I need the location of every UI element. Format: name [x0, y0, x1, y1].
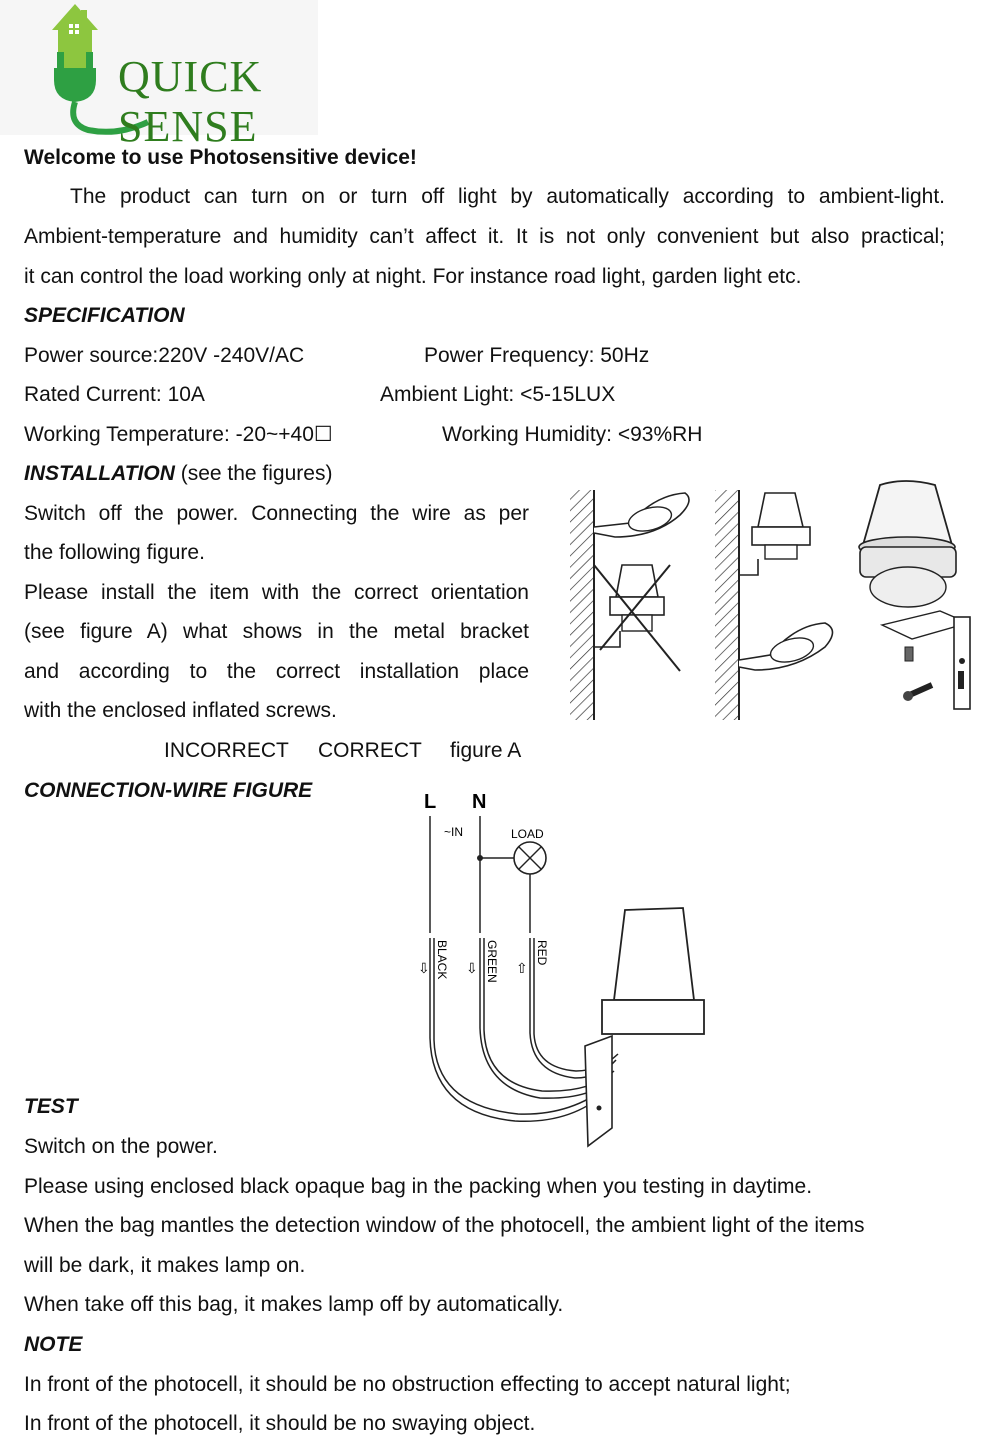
intro-line-1: The product can turn on or turn off light by automatically according to ambient-light.	[70, 185, 945, 208]
wire-label-n: N	[472, 791, 487, 813]
test-line-5: When take off this bag, it makes lamp off by automatically.	[24, 1293, 564, 1316]
test-line-4: will be dark, it makes lamp on.	[24, 1254, 306, 1277]
test-line-2: Please using enclosed black opaque bag in the packing when you testing in daytime.	[24, 1175, 813, 1198]
arrow-down-icon: ⇩	[418, 960, 430, 976]
logo-area	[0, 0, 318, 151]
wire-label-l: L	[424, 791, 437, 813]
installation-figure	[560, 475, 990, 730]
connection-wire-figure	[400, 788, 720, 1153]
wire-label-load: LOAD	[511, 827, 544, 841]
spec-rated-current: Rated Current: 10A	[24, 383, 205, 406]
intro-line-2: Ambient-temperature and humidity can’t affect it. It is not only convenient but also practical;	[24, 225, 945, 248]
specification-heading: SPECIFICATION	[24, 304, 185, 327]
installation-heading: INSTALLATION	[24, 462, 175, 485]
test-line-1: Switch on the power.	[24, 1135, 218, 1158]
brand-name: QUICK SENSE	[118, 52, 263, 151]
installation-line-3: Please install the item with the correct orientation	[24, 581, 529, 604]
caption-incorrect: INCORRECT	[164, 739, 289, 762]
note-line-1: In front of the photocell, it should be no obstruction effecting to accept natural light;	[24, 1373, 791, 1396]
installation-line-2: the following figure.	[24, 541, 205, 564]
photocell-sensor-drawing	[585, 908, 704, 1146]
test-line-3: When the bag mantles the detection window of the photocell, the ambient light of the items	[24, 1214, 865, 1237]
spec-ambient-light: Ambient Light: <5-15LUX	[380, 383, 616, 406]
incorrect-installation-drawing	[570, 490, 689, 720]
spec-working-temperature: Working Temperature: -20~+40☐	[24, 423, 333, 446]
note-line-2: In front of the photocell, it should be no swaying object.	[24, 1412, 536, 1435]
installation-line-4: (see figure A) what shows in the metal bracket	[24, 620, 529, 643]
installation-line-6: with the enclosed inflated screws.	[24, 699, 337, 722]
arrow-down-icon: ⇩	[466, 960, 478, 976]
spec-working-humidity: Working Humidity: <93%RH	[442, 423, 703, 446]
correct-installation-drawing	[715, 490, 833, 720]
installation-heading-row	[24, 462, 332, 486]
wire-label-black: BLACK	[435, 940, 449, 980]
spec-power-frequency: Power Frequency: 50Hz	[424, 344, 650, 367]
connection-heading: CONNECTION-WIRE FIGURE	[24, 779, 313, 802]
intro-line-3: it can control the load working only at night. For instance road light, garden light etc.	[24, 265, 802, 288]
installation-line-5: and according to the correct installation place	[24, 660, 529, 683]
wire-label-green: GREEN	[485, 940, 499, 983]
wire-label-in: ~IN	[444, 825, 464, 839]
wire-label-red: RED	[535, 940, 549, 966]
sensor-bracket-drawing	[859, 481, 970, 709]
installation-line-1: Switch off the power. Connecting the wire as per	[24, 502, 529, 525]
spec-power-source: Power source:220V -240V/AC	[24, 344, 305, 367]
arrow-up-icon: ⇧	[516, 960, 528, 976]
intro-heading: Welcome to use Photosensitive device!	[24, 146, 417, 169]
installation-heading-suffix: (see the figures)	[174, 462, 333, 485]
caption-correct: CORRECT	[318, 739, 422, 762]
note-heading: NOTE	[24, 1333, 83, 1356]
caption-figure-a: figure A	[450, 739, 522, 762]
test-heading: TEST	[24, 1095, 78, 1118]
